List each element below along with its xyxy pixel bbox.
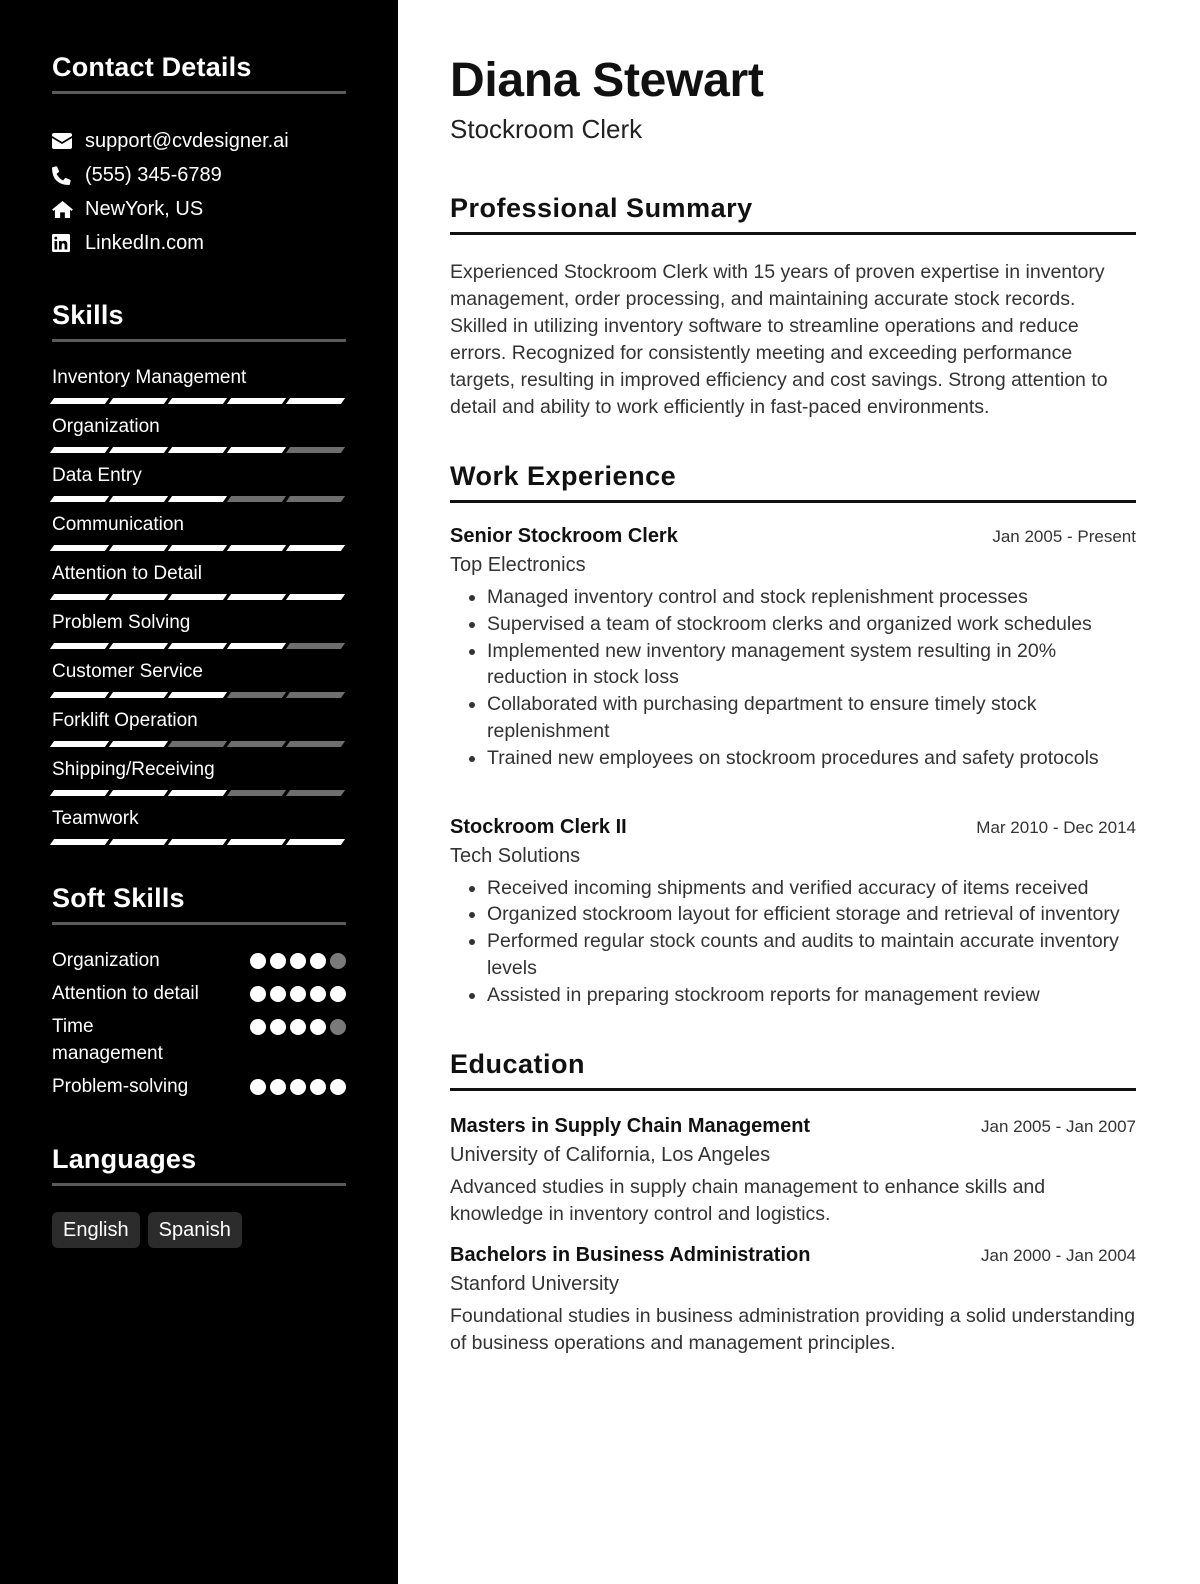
rating-dot [250, 1019, 266, 1035]
education-dates: Jan 2000 - Jan 2004 [980, 1245, 1136, 1265]
skill-level-bar [52, 447, 346, 453]
soft-skill-name: Organization [52, 950, 160, 971]
skill-level-segment [286, 643, 345, 649]
job-bullet: • Organized stockroom layout for efficient storage and retrieval of inventory [487, 901, 1136, 928]
education-list [450, 1115, 1136, 1357]
skill-name: Forklift Operation [52, 710, 198, 731]
job-title: Stockroom Clerk II [450, 815, 627, 838]
skill-level-segment [109, 545, 168, 551]
skill-level-segment [227, 692, 286, 698]
rating-dot [310, 986, 326, 1002]
job-bullet: • Managed inventory control and stock replenishment processes [487, 584, 1136, 611]
sidebar [0, 0, 398, 1584]
job-bullet: • Implemented new inventory management system resulting in 20% reduction in stock loss [487, 638, 1136, 692]
contact-list [52, 124, 346, 260]
phone-icon [52, 166, 85, 185]
rating-dot [310, 1079, 326, 1095]
skill-item [52, 756, 346, 796]
skill-level-bar [52, 790, 346, 796]
skill-item [52, 462, 346, 502]
rating-dot [330, 1079, 346, 1095]
contact-linkedin[interactable] [52, 226, 346, 260]
skill-level-segment [227, 594, 286, 600]
skill-level-segment [227, 545, 286, 551]
skill-level-segment [227, 790, 286, 796]
soft-skill-rating [250, 1019, 346, 1035]
skill-level-segment [168, 643, 227, 649]
skill-item [52, 658, 346, 698]
skill-level-segment [286, 398, 345, 404]
skill-level-segment [168, 741, 227, 747]
skill-level-segment [50, 643, 109, 649]
education-entry [450, 1244, 1136, 1357]
soft-skill-name: Attention to detail [52, 983, 199, 1004]
skill-level-segment [109, 447, 168, 453]
skill-level-segment [109, 496, 168, 502]
rating-dot [330, 986, 346, 1002]
job-dates: Mar 2010 - Dec 2014 [976, 817, 1136, 837]
skill-level-segment [286, 741, 345, 747]
skill-level-segment [227, 643, 286, 649]
soft-skill-rating [250, 986, 346, 1002]
home-icon [52, 201, 85, 218]
skill-level-segment [50, 594, 109, 600]
rating-dot [270, 1079, 286, 1095]
job-header [450, 525, 1136, 548]
summary-text: Experienced Stockroom Clerk with 15 years of proven expertise in inventory management, order processing, and maintaining accurate stock records. Skilled in utilizing inventory software to streamline operations and reduce errors. Recognized for consistently meeting and exceeding performance targets, resulting in improved efficiency and cost savings. Strong attention to detail and ability to work efficiently in fast-paced environments. [450, 261, 1108, 418]
contact-phone-text: (555) 345-6789 [85, 163, 222, 186]
skill-item [52, 560, 346, 600]
rating-dot [270, 953, 286, 969]
skill-level-segment [50, 545, 109, 551]
skill-level-segment [227, 496, 286, 502]
education-heading: Education [450, 1049, 1136, 1091]
skill-level-segment [50, 496, 109, 502]
skill-level-segment [168, 839, 227, 845]
skill-level-segment [109, 692, 168, 698]
language-pill: English [52, 1212, 140, 1248]
experience-list [450, 525, 1136, 1009]
job-company: Tech Solutions [450, 844, 581, 867]
soft-skill-rating [250, 1079, 346, 1095]
job-bullets [450, 584, 1136, 772]
candidate-name: Diana Stewart [450, 54, 764, 107]
skill-level-segment [109, 790, 168, 796]
skill-level-segment [227, 839, 286, 845]
job-entry [450, 816, 1136, 1009]
skill-item [52, 805, 346, 845]
soft-skills-list [52, 947, 346, 1100]
skill-level-bar [52, 398, 346, 404]
soft-skill-rating [250, 953, 346, 969]
skill-level-segment [168, 692, 227, 698]
skill-level-segment [109, 398, 168, 404]
job-bullet: • Performed regular stock counts and audits to maintain accurate inventory levels [487, 928, 1136, 982]
skill-level-segment [168, 398, 227, 404]
skill-level-segment [168, 545, 227, 551]
skill-level-segment [168, 447, 227, 453]
rating-dot [250, 986, 266, 1002]
job-bullet: • Assisted in preparing stockroom reports for management review [487, 982, 1136, 1009]
skill-item [52, 707, 346, 747]
summary-heading: Professional Summary [450, 193, 1136, 235]
skill-level-segment [286, 594, 345, 600]
contact-location [52, 192, 346, 226]
rating-dot [250, 1079, 266, 1095]
skill-level-segment [50, 790, 109, 796]
skill-name: Inventory Management [52, 367, 247, 388]
job-title-header: Stockroom Clerk [450, 114, 643, 144]
soft-skill-item [52, 980, 346, 1007]
education-description: Advanced studies in supply chain management to enhance skills and knowledge in inventory control and logistics. [450, 1175, 1046, 1225]
rating-dot [270, 1019, 286, 1035]
skill-level-segment [50, 692, 109, 698]
job-bullets [450, 875, 1136, 1009]
rating-dot [290, 1019, 306, 1035]
skill-name: Organization [52, 416, 160, 437]
envelope-icon [52, 133, 85, 149]
job-title: Senior Stockroom Clerk [450, 525, 678, 547]
rating-dot [290, 953, 306, 969]
skill-name: Data Entry [52, 465, 142, 486]
skill-level-bar [52, 643, 346, 649]
rating-dot [310, 1019, 326, 1035]
skills-heading: Skills [52, 300, 346, 342]
skill-level-segment [50, 398, 109, 404]
skill-level-segment [227, 741, 286, 747]
skill-name: Shipping/Receiving [52, 759, 215, 780]
rating-dot [330, 1019, 346, 1035]
contact-email[interactable] [52, 124, 346, 158]
linkedin-icon [52, 234, 85, 252]
skill-item [52, 413, 346, 453]
degree-title: Bachelors in Business Administration [450, 1243, 811, 1266]
language-pill: Spanish [148, 1212, 242, 1248]
skill-item [52, 364, 346, 404]
skill-level-segment [286, 496, 345, 502]
soft-skills-heading: Soft Skills [52, 883, 346, 925]
languages-heading: Languages [52, 1144, 346, 1186]
skill-level-segment [227, 398, 286, 404]
job-bullet: • Collaborated with purchasing department to ensure timely stock replenishment [487, 691, 1136, 745]
skill-item [52, 511, 346, 551]
contact-location-text: NewYork, US [85, 197, 204, 220]
skill-level-bar [52, 496, 346, 502]
job-dates: Jan 2005 - Present [992, 527, 1136, 546]
rating-dot [310, 953, 326, 969]
skill-level-segment [286, 447, 345, 453]
skills-list [52, 364, 346, 845]
education-description: Foundational studies in business administration providing a solid understanding of business operations and management principles. [450, 1304, 1136, 1354]
education-header [450, 1115, 1136, 1138]
school-name: University of California, Los Angeles [450, 1143, 771, 1166]
contact-heading: Contact Details [52, 52, 346, 94]
soft-skill-item [52, 1073, 346, 1100]
skill-level-bar [52, 839, 346, 845]
skill-level-segment [286, 545, 345, 551]
job-bullet: • Trained new employees on stockroom procedures and safety protocols [487, 745, 1136, 772]
experience-heading: Work Experience [450, 461, 1136, 503]
job-bullet: • Supervised a team of stockroom clerks and organized work schedules [487, 611, 1136, 638]
rating-dot [290, 986, 306, 1002]
education-header [450, 1244, 1136, 1267]
skill-level-segment [168, 790, 227, 796]
main-content [450, 55, 1136, 1357]
soft-skill-item [52, 947, 346, 974]
rating-dot [270, 986, 286, 1002]
contact-linkedin-text: LinkedIn.com [85, 231, 204, 254]
skill-name: Customer Service [52, 661, 203, 682]
education-entry [450, 1115, 1136, 1228]
contact-email-text: support@cvdesigner.ai [85, 129, 289, 152]
skill-level-bar [52, 741, 346, 747]
education-dates: Jan 2005 - Jan 2007 [980, 1116, 1136, 1136]
skill-level-segment [50, 741, 109, 747]
rating-dot [290, 1079, 306, 1095]
skill-level-segment [286, 692, 345, 698]
skill-name: Teamwork [52, 808, 139, 829]
skill-level-segment [109, 594, 168, 600]
soft-skill-name: Time management [52, 1016, 163, 1064]
skill-level-segment [109, 839, 168, 845]
skill-level-segment [168, 496, 227, 502]
skill-level-segment [50, 839, 109, 845]
languages-list [52, 1212, 346, 1248]
skill-level-segment [286, 790, 345, 796]
soft-skill-item [52, 1013, 346, 1067]
skill-level-segment [227, 447, 286, 453]
job-bullet: • Received incoming shipments and verified accuracy of items received [487, 875, 1136, 902]
skill-name: Problem Solving [52, 612, 191, 633]
job-entry [450, 525, 1136, 772]
skill-name: Attention to Detail [52, 563, 202, 584]
contact-phone[interactable] [52, 158, 346, 192]
rating-dot [330, 953, 346, 969]
skill-name: Communication [52, 514, 184, 535]
job-company: Top Electronics [450, 554, 586, 576]
skill-item [52, 609, 346, 649]
skill-level-segment [168, 594, 227, 600]
skill-level-bar [52, 692, 346, 698]
skill-level-segment [109, 741, 168, 747]
soft-skill-name: Problem-solving [52, 1076, 189, 1097]
school-name: Stanford University [450, 1272, 619, 1295]
skill-level-segment [50, 447, 109, 453]
rating-dot [250, 953, 266, 969]
job-header [450, 816, 1136, 839]
skill-level-segment [286, 839, 345, 845]
skill-level-bar [52, 545, 346, 551]
degree-title: Masters in Supply Chain Management [450, 1114, 811, 1137]
skill-level-bar [52, 594, 346, 600]
skill-level-segment [109, 643, 168, 649]
